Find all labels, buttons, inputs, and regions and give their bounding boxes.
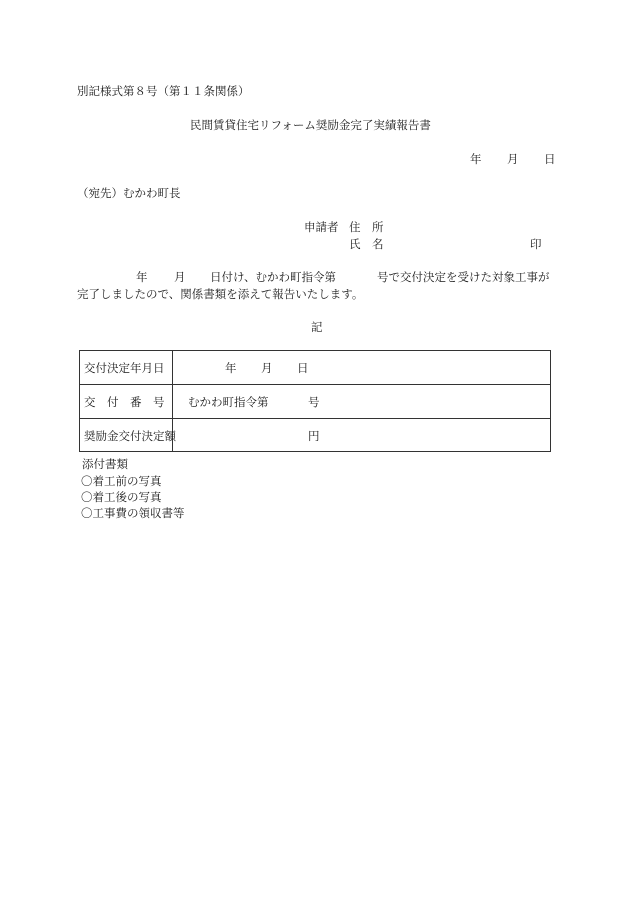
attachment-item: 〇着工後の写真: [81, 490, 162, 504]
date-day-label: 日: [544, 152, 556, 166]
seal-mark: 印: [530, 237, 542, 251]
attachment-item: 〇工事費の領収書等: [81, 506, 185, 520]
decision-day-label: 日: [297, 360, 309, 375]
body-dated-text: 日付け、むかわ町指令第: [210, 270, 337, 284]
body-number-text: 号で交付決定を受けた対象工事が: [377, 270, 550, 284]
address-label: 住 所: [349, 220, 384, 234]
grant-number-suffix: 号: [308, 394, 320, 409]
date-year-label: 年: [470, 152, 482, 166]
table-row: [80, 385, 550, 419]
attachments-heading: 添付書類: [82, 457, 128, 471]
table-label-grant-amount: 奨励金交付決定額: [80, 419, 173, 452]
table-row: [80, 351, 550, 385]
document-title: 民間賃貸住宅リフォーム奨励金完了実績報告書: [190, 118, 431, 132]
body-paragraph-line-2: 完了しましたので、関係書類を添えて報告いたします。: [77, 287, 364, 301]
body-year-label: 年: [136, 270, 148, 284]
grant-amount-unit: 円: [308, 428, 320, 443]
date-month-label: 月: [507, 152, 519, 166]
body-month-label: 月: [174, 270, 186, 284]
decision-month-label: 月: [261, 360, 273, 375]
attachment-item: 〇着工前の写真: [81, 474, 162, 488]
addressee: （宛先）むかわ町長: [77, 186, 181, 200]
table-label-grant-number: 交 付 番 号: [80, 385, 173, 418]
ki-label: 記: [311, 320, 323, 334]
applicant-label: 申請者: [304, 220, 339, 234]
info-table: [79, 350, 551, 452]
form-number: 別記様式第８号（第１１条関係）: [77, 84, 250, 98]
table-row: [80, 419, 550, 452]
grant-number-prefix: むかわ町指令第: [188, 394, 269, 409]
table-label-decision-date: 交付決定年月日: [80, 351, 173, 384]
decision-year-label: 年: [225, 360, 237, 375]
name-label: 氏 名: [349, 237, 384, 251]
